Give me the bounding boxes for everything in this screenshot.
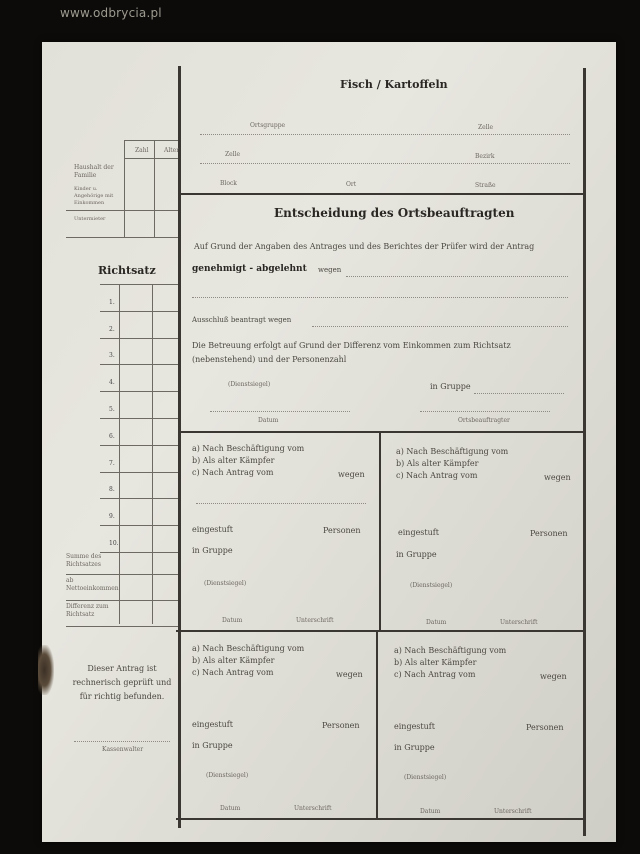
richtsatz-row-number: 1. (109, 299, 115, 306)
box3-siegel: (Dienstsiegel) (206, 772, 249, 779)
box4-siegel: (Dienstsiegel) (404, 774, 447, 781)
box2-gruppe: in Gruppe (396, 550, 437, 559)
box1-wegen: wegen (338, 470, 365, 479)
header-line-1 (200, 133, 570, 135)
richtsatz-row-rule (100, 498, 178, 499)
family-row3-label: Untermieter (74, 216, 106, 222)
box2-a: a) Nach Beschäftigung vom (396, 447, 509, 456)
box3-wegen: wegen (336, 670, 363, 679)
decision-genehmigt: genehmigt - abgelehnt (192, 264, 307, 274)
summe-rule (66, 574, 178, 575)
decision-ortsbeauftragter: Ortsbeauftragter (458, 417, 510, 424)
family-col2-label: Alter (164, 147, 180, 154)
box3-eingestuft: eingestuft (192, 720, 233, 729)
family-header-rule (124, 158, 178, 159)
decision-ausschluss: Ausschluß beantragt wegen (192, 316, 292, 324)
decision-wegen-line (346, 275, 568, 277)
box2-unterschrift: Unterschrift (500, 619, 538, 626)
richtsatz-row-rule (100, 525, 178, 526)
box2-wegen: wegen (544, 473, 571, 482)
box3-personen: Personen (322, 721, 360, 730)
box2-personen: Personen (530, 529, 568, 538)
decision-line1: Auf Grund der Angaben des Antrages und des Berichtes der Prüfer wird der Antrag (194, 242, 535, 251)
family-col-divider-2 (154, 140, 155, 238)
grid-bottom-rule (176, 818, 584, 820)
header-line-2 (200, 162, 570, 164)
family-row2-label: Kinder u. Angehörige mit Einkommen (74, 186, 114, 206)
family-col-divider-1 (124, 140, 125, 238)
box3-unterschrift: Unterschrift (294, 805, 332, 812)
richtsatz-row-number: 8. (109, 486, 115, 493)
box3-c: c) Nach Antrag vom (192, 668, 274, 677)
box1-a: a) Nach Beschäftigung vom (192, 444, 305, 453)
box4-a: a) Nach Beschäftigung vom (394, 646, 507, 655)
box4-eingestuft: eingestuft (394, 722, 435, 731)
paper-stain (38, 645, 54, 695)
richtsatz-row-rule (100, 338, 178, 339)
richtsatz-summe: Summe des Richtsatzes (66, 553, 102, 568)
watermark: www.odbrycia.pl (60, 6, 162, 20)
pruef-sign-line (74, 740, 170, 742)
box1-gruppe: in Gruppe (192, 546, 233, 555)
box3-gruppe: in Gruppe (192, 741, 233, 750)
label-ortsgruppe: Ortsgruppe (250, 122, 286, 129)
decision-datum-line (210, 410, 350, 412)
richtsatz-row-number: 7. (109, 460, 115, 467)
richtsatz-row-number: 3. (109, 352, 115, 359)
decision-sign-line (420, 410, 550, 412)
einkommen-rule (66, 600, 178, 601)
decision-dienstsiegel: (Dienstsiegel) (228, 381, 271, 388)
box4-wegen: wegen (540, 672, 567, 681)
richtsatz-title: Richtsatz (98, 264, 156, 277)
box1-b: b) Als alter Kämpfer (192, 456, 275, 465)
label-strasse: Straße (475, 182, 496, 189)
box1-blank-line (196, 502, 366, 504)
richtsatz-row-rule (100, 311, 178, 312)
richtsatz-top (100, 284, 178, 285)
label-block: Block (220, 180, 237, 187)
richtsatz-row-number: 10. (109, 540, 119, 547)
header-title: Fisch / Kartoffeln (340, 78, 448, 91)
family-bottom-rule (66, 237, 178, 238)
box2-datum: Datum (426, 619, 447, 626)
label-z1: Zelle (478, 124, 494, 131)
pruef-sign-label: Kassenwalter (102, 746, 144, 753)
decision-bottom-rule (180, 431, 585, 433)
decision-gruppe: in Gruppe (430, 382, 471, 391)
grid-divider-bottom (376, 632, 378, 820)
richtsatz-col-1 (119, 284, 120, 624)
differenz-rule (66, 626, 178, 627)
family-row1-label: Haushalt der Familie (74, 164, 114, 179)
box2-eingestuft: eingestuft (398, 528, 439, 537)
box1-unterschrift: Unterschrift (296, 617, 334, 624)
box1-datum: Datum (222, 617, 243, 624)
box2-siegel: (Dienstsiegel) (410, 582, 453, 589)
richtsatz-row-number: 2. (109, 326, 115, 333)
richtsatz-row-rule (100, 391, 178, 392)
richtsatz-col-2 (152, 284, 153, 624)
main-right-rule (583, 68, 586, 836)
box2-c: c) Nach Antrag vom (396, 471, 478, 480)
box2-b: b) Als alter Kämpfer (396, 459, 479, 468)
decision-betreuung: Die Betreuung erfolgt auf Grund der Differenz vom Einkommen zum Richtsatz (nebenstehend) und der Personenzahl (192, 341, 511, 364)
richtsatz-differenz: Differenz zum Richtsatz (66, 603, 109, 618)
decision-datum: Datum (258, 417, 279, 424)
box4-datum: Datum (420, 808, 441, 815)
label-ort: Ort (346, 181, 357, 188)
richtsatz-row-rule (100, 445, 178, 446)
pruef-note: Dieser Antrag ist rechnerisch geprüft und für richtig befunden. (72, 664, 172, 701)
box4-personen: Personen (526, 723, 564, 732)
header-bottom-rule (180, 193, 585, 195)
decision-blank-line (192, 296, 568, 298)
box3-datum: Datum (220, 805, 241, 812)
box3-b: b) Als alter Kämpfer (192, 656, 275, 665)
box3-a: a) Nach Beschäftigung vom (192, 644, 305, 653)
box4-c: c) Nach Antrag vom (394, 670, 476, 679)
box1-personen: Personen (323, 526, 361, 535)
grid-middle-rule (176, 630, 584, 632)
richtsatz-row-rule (100, 364, 178, 365)
decision-wegen: wegen (318, 266, 342, 274)
box1-c: c) Nach Antrag vom (192, 468, 274, 477)
label-bezirk: Bezirk (475, 153, 495, 160)
box4-gruppe: in Gruppe (394, 743, 435, 752)
decision-ausschluss-line (312, 325, 568, 327)
label-zelle: Zelle (225, 151, 241, 158)
family-top-rule (124, 140, 178, 141)
box4-unterschrift: Unterschrift (494, 808, 532, 815)
richtsatz-einkommen: ab Nettoeinkommen (66, 577, 119, 592)
richtsatz-row-rule (100, 472, 178, 473)
decision-title: Entscheidung des Ortsbeauftragten (274, 206, 515, 220)
decision-gruppe-line (474, 392, 564, 394)
grid-divider-top (379, 432, 381, 632)
richtsatz-row-rule (100, 418, 178, 419)
richtsatz-row-number: 6. (109, 433, 115, 440)
family-row-rule (66, 210, 178, 211)
richtsatz-row-number: 5. (109, 406, 115, 413)
family-col1-label: Zahl (135, 147, 149, 154)
richtsatz-row-number: 4. (109, 379, 115, 386)
main-left-rule (178, 66, 181, 828)
box1-siegel: (Dienstsiegel) (204, 580, 247, 587)
box4-b: b) Als alter Kämpfer (394, 658, 477, 667)
richtsatz-row-number: 9. (109, 513, 115, 520)
box1-eingestuft: eingestuft (192, 525, 233, 534)
